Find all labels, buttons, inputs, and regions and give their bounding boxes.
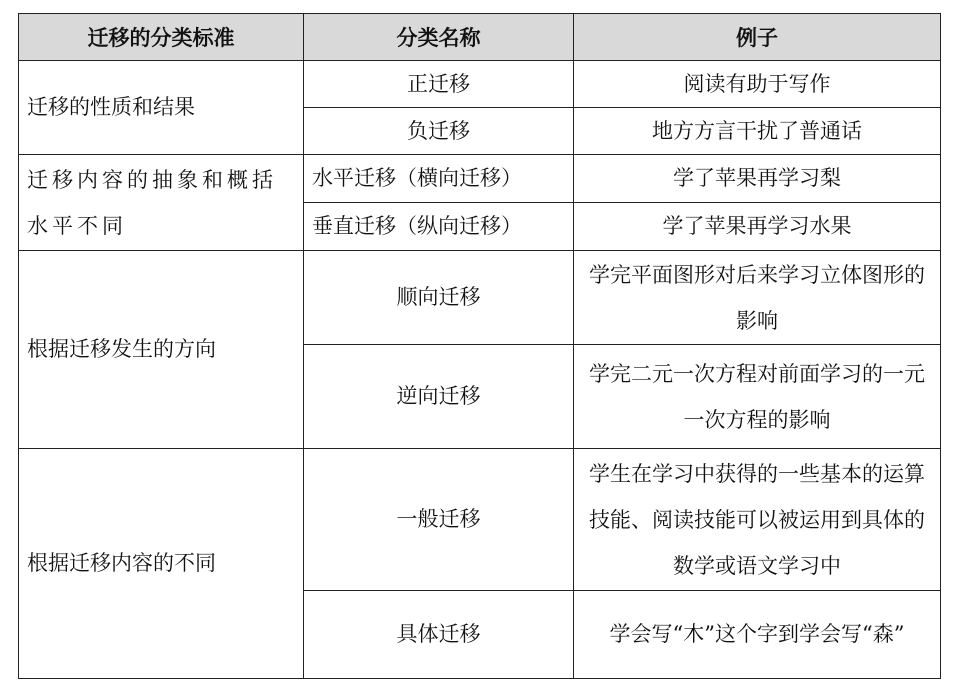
header-criterion: 迁移的分类标准 [19, 14, 304, 61]
header-example: 例子 [574, 14, 941, 61]
criterion-cell: 根据迁移发生的方向 [19, 251, 304, 449]
table-row [19, 155, 941, 203]
table-row [19, 61, 941, 108]
header-row [19, 14, 941, 61]
example-cell: 阅读有助于写作 [574, 61, 941, 108]
category-name-cell: 垂直迁移（纵向迁移） [304, 203, 574, 251]
example-cell: 学了苹果再学习梨 [574, 155, 941, 203]
criterion-cell: 迁移内容的抽象和概括水平不同 [19, 155, 304, 251]
example-cell: 地方方言干扰了普通话 [574, 108, 941, 155]
category-name-cell: 水平迁移（横向迁移） [304, 155, 574, 203]
transfer-classification-table [18, 13, 941, 679]
example-cell: 学生在学习中获得的一些基本的运算技能、阅读技能可以被运用到具体的数学或语文学习中 [574, 449, 941, 591]
category-name-cell: 顺向迁移 [304, 251, 574, 345]
category-name-cell: 具体迁移 [304, 591, 574, 679]
table-row [19, 251, 941, 345]
category-name-cell: 正迁移 [304, 61, 574, 108]
table-row [19, 449, 941, 591]
example-cell: 学完平面图形对后来学习立体图形的影响 [574, 251, 941, 345]
criterion-cell: 根据迁移内容的不同 [19, 449, 304, 679]
category-name-cell: 逆向迁移 [304, 345, 574, 449]
category-name-cell: 一般迁移 [304, 449, 574, 591]
example-cell: 学会写“木”这个字到学会写“森” [574, 591, 941, 679]
category-name-cell: 负迁移 [304, 108, 574, 155]
criterion-cell: 迁移的性质和结果 [19, 61, 304, 155]
example-cell: 学完二元一次方程对前面学习的一元一次方程的影响 [574, 345, 941, 449]
header-category-name: 分类名称 [304, 14, 574, 61]
example-cell: 学了苹果再学习水果 [574, 203, 941, 251]
